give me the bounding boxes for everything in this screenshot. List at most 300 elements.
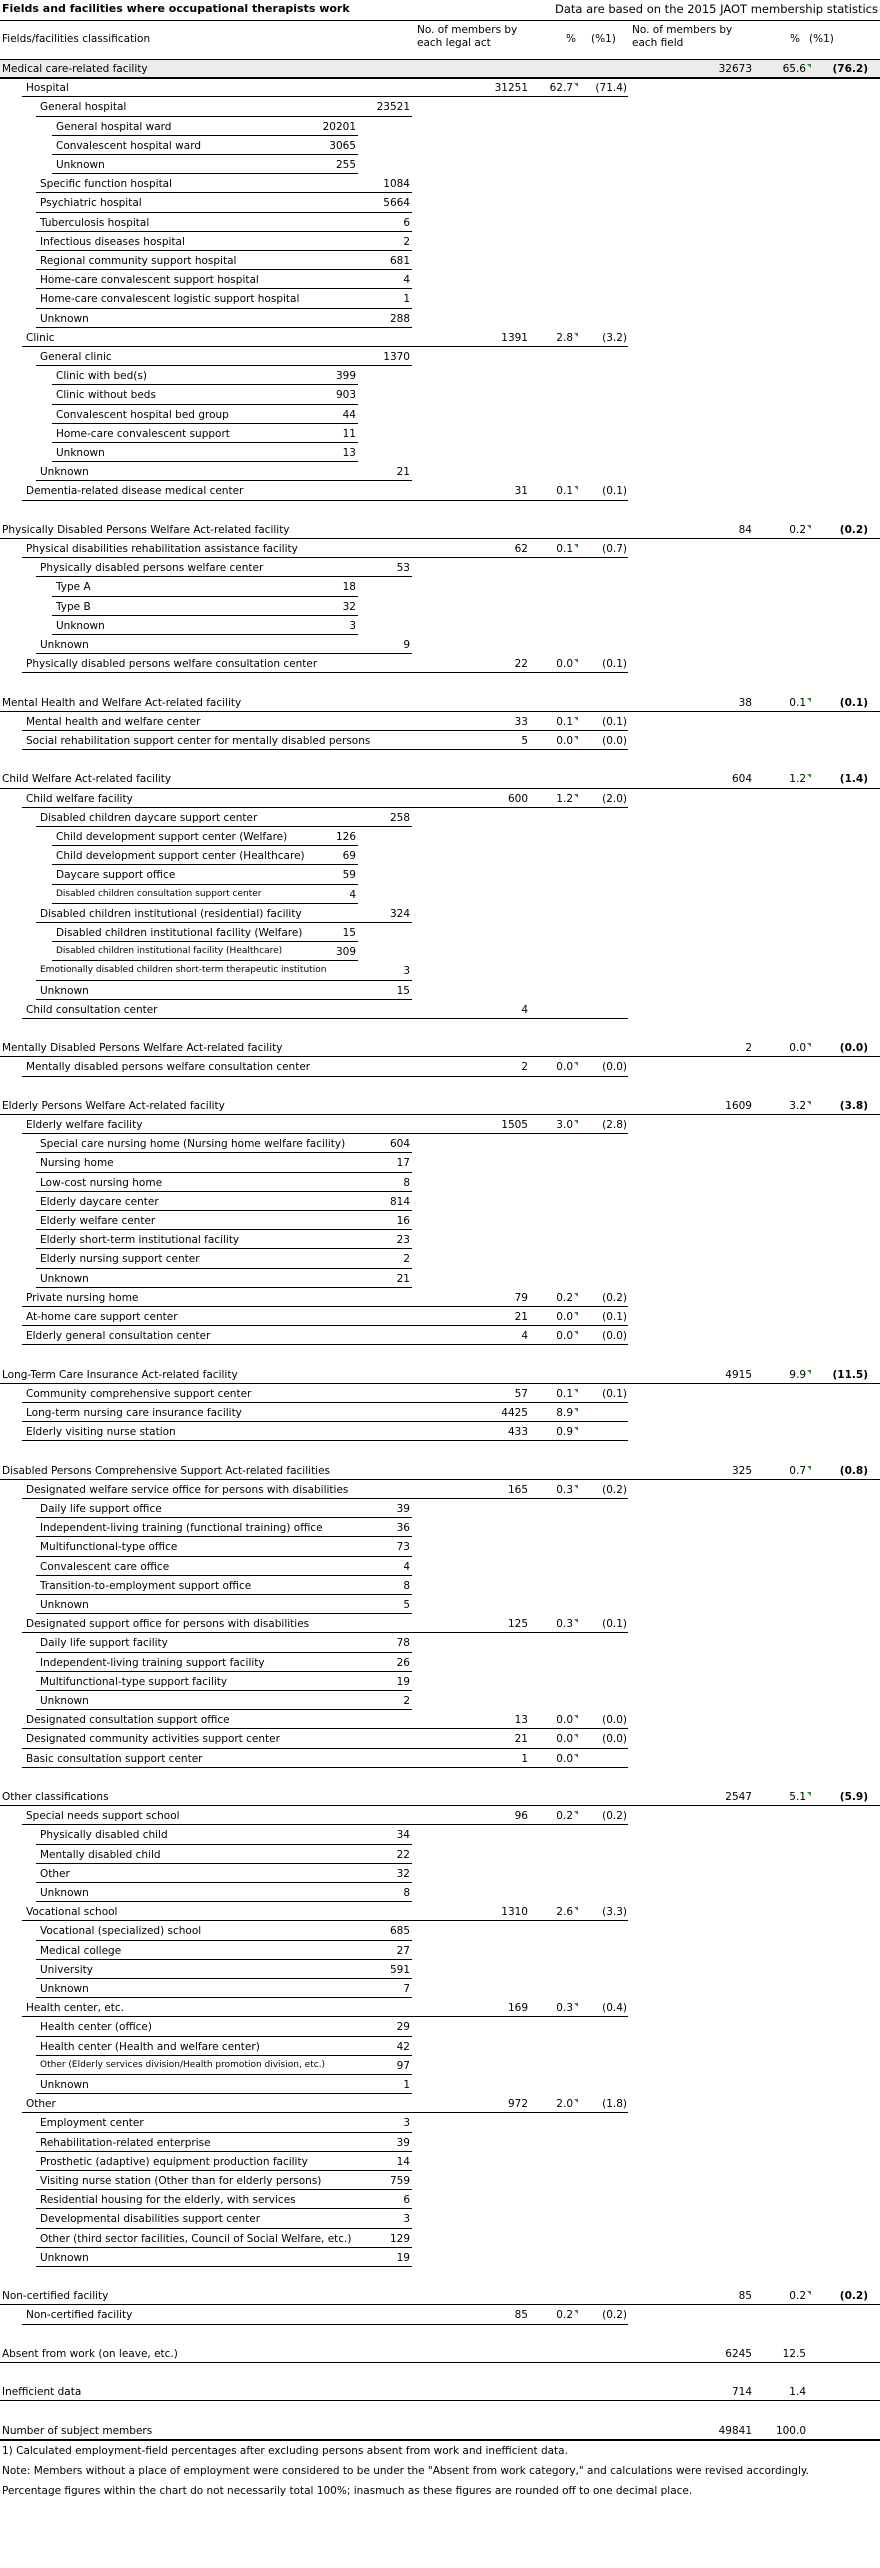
footnote: Note: Members without a place of employment were considered to be under the "Absent from work category," and calculations were revised accordingly. [2, 2464, 809, 2477]
table-row [0, 194, 880, 213]
row-rule [36, 980, 412, 981]
row-label: Disabled children consultation support center [56, 888, 262, 899]
row-rule [36, 1652, 412, 1653]
table-row [0, 1558, 880, 1577]
count-level2: 29 [396, 2021, 410, 2034]
pct-excluded-legal-act: (0.1) [602, 1618, 627, 1631]
pct-excluded-legal-act: (71.4) [595, 82, 627, 95]
pct-marker-icon [574, 1331, 578, 1335]
table-row [0, 482, 880, 501]
row-rule [36, 2208, 412, 2209]
count-legal-act: 96 [514, 1810, 528, 1823]
row-rule [0, 1479, 880, 1480]
table-row [0, 2383, 880, 2402]
table-row [0, 1481, 880, 1500]
count-level2: 9 [403, 639, 410, 651]
pct-excluded-legal-act: (0.0) [602, 1733, 627, 1746]
table-row [0, 1692, 880, 1711]
row-rule [22, 500, 628, 501]
row-label: Child consultation center [26, 1003, 158, 1016]
row-rule [36, 1613, 412, 1614]
row-rule [0, 538, 880, 539]
pct-excluded-legal-act: (0.0) [602, 1714, 627, 1727]
row-rule [36, 308, 412, 309]
count-level2: 97 [396, 2059, 410, 2072]
row-rule [52, 634, 358, 635]
row-rule [0, 788, 880, 789]
table-row [0, 1750, 880, 1769]
section-label: Child Welfare Act-related facility [2, 773, 172, 786]
count-legal-act: 21 [514, 1311, 528, 1323]
table-row [0, 137, 880, 156]
row-rule [36, 1210, 412, 1211]
count-level2: 26 [396, 1656, 410, 1669]
row-rule [22, 1440, 628, 1441]
count-by-field: 714 [731, 2386, 752, 2399]
count-level3: 13 [342, 447, 356, 459]
row-label: Elderly daycare center [40, 1195, 159, 1208]
pct-marker-icon [574, 1312, 578, 1316]
count-level2: 32 [396, 1867, 410, 1880]
row-rule [52, 596, 358, 597]
table-row [0, 1942, 880, 1961]
table-row [0, 1826, 880, 1845]
count-by-field: 38 [738, 696, 752, 709]
count-level2: 1370 [383, 351, 410, 363]
row-label: Community comprehensive support center [26, 1387, 252, 1400]
row-rule [22, 557, 628, 558]
col-pct1b: (%1) [591, 33, 616, 45]
row-rule [0, 1114, 880, 1115]
pct-by-field: 12.5 [782, 2347, 806, 2360]
count-by-field: 1609 [725, 1099, 752, 1112]
row-label: Basic consultation support center [26, 1752, 203, 1765]
row-rule [36, 1997, 412, 1998]
row-rule [36, 269, 412, 270]
count-legal-act: 433 [507, 1426, 528, 1439]
count-level2: 5664 [383, 197, 410, 210]
count-level3: 69 [342, 850, 356, 863]
row-rule [36, 1901, 412, 1902]
pct-marker-icon [574, 2003, 578, 2007]
pct-marker-icon [807, 1043, 811, 1047]
pct-marker-icon [574, 1120, 578, 1124]
row-rule [36, 250, 412, 251]
section-label: Disabled Persons Comprehensive Support Act-related facilities [2, 1464, 331, 1477]
row-label: Unknown [56, 447, 105, 459]
row-rule [36, 1940, 412, 1941]
row-rule [0, 2304, 880, 2305]
row-rule [36, 2170, 412, 2171]
row-rule [22, 1824, 628, 1825]
row-rule [36, 2247, 412, 2248]
table-row [0, 770, 880, 789]
table-row [0, 847, 880, 866]
count-level2: 39 [396, 2136, 410, 2149]
count-level2: 15 [396, 984, 410, 997]
section-label: Medical care-related facility [2, 63, 148, 75]
count-level2: 23521 [376, 101, 410, 114]
pct-by-field: 0.7 [789, 1464, 806, 1477]
table-row [0, 1999, 880, 2018]
count-level3: 3065 [329, 139, 356, 152]
count-level2: 53 [396, 562, 410, 575]
row-label: Designated support office for persons with disabilities [26, 1618, 310, 1631]
row-label: Mental health and welfare center [26, 715, 201, 728]
count-level2: 7 [403, 1983, 410, 1995]
row-label: Social rehabilitation support center for mentally disabled persons [26, 735, 371, 747]
row-label: Employment center [40, 2117, 144, 2130]
count-legal-act: 600 [507, 792, 528, 805]
count-level2: 814 [389, 1195, 410, 1208]
row-label: Elderly general consultation center [26, 1330, 211, 1343]
row-label: Unknown [40, 1983, 89, 1995]
row-rule [52, 173, 358, 174]
row-rule [36, 1575, 412, 1576]
row-label: Clinic without beds [56, 389, 156, 402]
pct-marker-icon [574, 2310, 578, 2314]
data-source-note: Data are based on the 2015 JAOT membership statistics [554, 2, 878, 16]
count-level3: 255 [335, 159, 356, 171]
row-label: University [40, 1963, 93, 1976]
row-rule [52, 903, 358, 904]
count-legal-act: 79 [514, 1291, 528, 1304]
table-row [0, 1212, 880, 1231]
count-level2: 39 [396, 1503, 410, 1515]
row-rule [22, 1920, 628, 1921]
pct-legal-act: 0.0 [556, 658, 573, 671]
row-rule [52, 442, 358, 443]
row-rule [36, 1268, 412, 1269]
count-level3: 15 [342, 927, 356, 939]
row-label: Other (Elderly services division/Health promotion division, etc.) [40, 2059, 326, 2070]
pct-excluded-legal-act: (0.0) [602, 1061, 627, 1074]
table-row [0, 1846, 880, 1865]
table-row [0, 233, 880, 252]
row-label: Other [40, 1867, 70, 1880]
table-row [0, 617, 880, 636]
pct-excluded-legal-act: (0.1) [602, 1311, 627, 1323]
count-legal-act: 125 [507, 1618, 528, 1631]
table-row [0, 214, 880, 233]
table-row [0, 1980, 880, 1999]
row-label: Prosthetic (adaptive) equipment production facility [40, 2155, 308, 2168]
section-label: Inefficient data [2, 2386, 82, 2399]
row-label: Convalescent care office [40, 1560, 170, 1573]
pct-marker-icon [574, 736, 578, 740]
table-row [0, 1865, 880, 1884]
table-row [0, 1884, 880, 1903]
row-rule [36, 327, 412, 328]
pct-marker-icon [807, 1466, 811, 1470]
row-label: Health center (office) [40, 2021, 152, 2034]
count-level2: 3 [403, 2213, 410, 2226]
pct-excluded-by-field: (11.5) [832, 1368, 868, 1381]
count-legal-act: 4 [521, 1330, 528, 1343]
table-row [0, 2095, 880, 2114]
table-row [0, 1250, 880, 1269]
section-label: Other classifications [2, 1791, 109, 1803]
pct-excluded-legal-act: (0.2) [602, 1810, 627, 1823]
count-level2: 2 [403, 1695, 410, 1707]
table-row [0, 1711, 880, 1730]
count-by-field: 604 [731, 773, 752, 786]
count-level3: 44 [342, 408, 356, 421]
table-row [0, 1577, 880, 1596]
pct-marker-icon [807, 64, 811, 68]
pct-legal-act: 0.1 [556, 715, 573, 728]
count-level2: 258 [389, 811, 410, 824]
table-row [0, 2345, 880, 2364]
table-row [0, 598, 880, 617]
pct-excluded-legal-act: (0.7) [602, 543, 627, 555]
footnote: 1) Calculated employment-field percentages after excluding persons absent from work and inefficient data. [2, 2444, 568, 2457]
table-row [0, 1500, 880, 1519]
table-row [0, 1462, 880, 1481]
row-label: Health center (Health and welfare center) [40, 2040, 260, 2053]
count-level2: 42 [396, 2040, 410, 2053]
row-label: Elderly short-term institutional facility [40, 1234, 240, 1247]
row-rule [36, 231, 412, 232]
table-row [0, 1961, 880, 1980]
table-row [0, 463, 880, 482]
count-legal-act: 5 [521, 735, 528, 747]
table-row [0, 2210, 880, 2229]
pct-marker-icon [807, 2291, 811, 2295]
row-label: Regional community support hospital [40, 255, 237, 267]
row-rule [22, 1325, 628, 1326]
row-label: Transition-to-employment support office [40, 1579, 252, 1592]
row-rule [36, 365, 412, 366]
pct-marker-icon [574, 1427, 578, 1431]
pct-excluded-by-field: (0.1) [839, 696, 868, 709]
row-rule [52, 404, 358, 405]
row-label: Unknown [40, 1272, 89, 1285]
row-label: Multifunctional-type office [40, 1541, 178, 1554]
count-level2: 685 [389, 1925, 410, 1938]
row-label: Disabled children institutional facility (Healthcare) [56, 946, 283, 957]
row-label: Dementia-related disease medical center [26, 485, 244, 498]
count-level2: 23 [396, 1234, 410, 1247]
table-row [0, 1039, 880, 1058]
count-level3: 399 [335, 370, 356, 383]
count-legal-act: 13 [514, 1714, 528, 1727]
pct-marker-icon [574, 544, 578, 548]
pct-by-field: 0.1 [789, 696, 806, 709]
pct-legal-act: 0.0 [556, 1311, 573, 1323]
row-rule [36, 576, 412, 577]
count-by-field: 4915 [725, 1368, 752, 1381]
table-row [0, 636, 880, 655]
pct-by-field: 65.6 [782, 63, 806, 75]
row-rule [36, 116, 412, 117]
page-header [0, 0, 880, 20]
table-row [0, 1001, 880, 1020]
row-rule [52, 423, 358, 424]
pct-marker-icon [574, 1907, 578, 1911]
table-row [0, 367, 880, 386]
row-rule [36, 922, 412, 923]
table-row [0, 790, 880, 809]
pct-excluded-by-field: (0.2) [839, 2290, 868, 2303]
row-label: Clinic [26, 331, 55, 344]
pct-excluded-by-field: (0.2) [839, 523, 868, 536]
table-row [0, 540, 880, 559]
row-label: General clinic [40, 351, 112, 363]
row-label: Disabled children institutional facility (Welfare) [56, 927, 303, 939]
table-row [0, 1308, 880, 1327]
row-label: Emotionally disabled children short-term therapeutic institution [40, 965, 327, 976]
row-label: Unknown [40, 466, 89, 479]
count-level2: 73 [396, 1541, 410, 1554]
row-rule [36, 826, 412, 827]
table-row [0, 655, 880, 674]
pct-marker-icon [574, 1293, 578, 1297]
row-rule [0, 1805, 880, 1806]
row-label: Independent-living training support facility [40, 1656, 265, 1669]
row-label: Unknown [56, 159, 105, 171]
count-level2: 4 [403, 274, 410, 287]
row-rule [22, 807, 628, 808]
count-level2: 2 [403, 1253, 410, 1266]
count-level2: 16 [396, 1215, 410, 1227]
row-label: Vocational (specialized) school [40, 1925, 202, 1938]
table-row [0, 1673, 880, 1692]
row-rule [36, 1959, 412, 1960]
row-rule [36, 1152, 412, 1153]
table-row [0, 2018, 880, 2037]
row-rule [36, 2189, 412, 2190]
row-label: Unknown [40, 2079, 89, 2091]
count-level2: 604 [389, 1138, 410, 1151]
count-legal-act: 4425 [501, 1407, 528, 1419]
count-legal-act: 169 [507, 2002, 528, 2015]
section-label: Mental Health and Welfare Act-related facility [2, 696, 242, 709]
count-level2: 2 [403, 235, 410, 248]
table-row [0, 348, 880, 367]
pct-excluded-legal-act: (3.3) [602, 1906, 627, 1919]
row-rule [52, 384, 358, 385]
row-label: Home-care convalescent support hospital [40, 274, 259, 287]
row-rule [36, 288, 412, 289]
count-level3: 3 [349, 619, 356, 632]
row-rule [22, 2324, 628, 2325]
row-label: Unknown [56, 619, 105, 632]
row-label: Hospital [26, 82, 69, 95]
table-row [0, 2134, 880, 2153]
pct-by-field: 9.9 [789, 1368, 806, 1381]
table-row [0, 79, 880, 98]
table-row [0, 2191, 880, 2210]
pct-excluded-legal-act: (0.0) [602, 735, 627, 747]
row-label: Designated community activities support center [26, 1733, 280, 1746]
count-by-field: 6245 [725, 2347, 752, 2360]
pct-legal-act: 0.0 [556, 735, 573, 747]
pct-excluded-by-field: (0.8) [839, 1464, 868, 1477]
count-legal-act: 57 [514, 1387, 528, 1400]
row-label: Type A [56, 581, 91, 594]
row-label: General hospital ward [56, 120, 172, 133]
pct-legal-act: 3.0 [556, 1119, 573, 1131]
count-level2: 8 [403, 1579, 410, 1592]
pct-marker-icon [574, 1811, 578, 1815]
row-rule [22, 1306, 628, 1307]
row-rule [36, 1517, 412, 1518]
table-row [0, 118, 880, 137]
row-label: Daily life support office [40, 1503, 162, 1515]
row-label: Designated consultation support office [26, 1714, 230, 1727]
table-row [0, 290, 880, 309]
section-label: Physically Disabled Persons Welfare Act-related facility [2, 523, 290, 536]
row-rule [36, 1709, 412, 1710]
table-row [0, 1174, 880, 1193]
row-label: Low-cost nursing home [40, 1176, 163, 1189]
pct-marker-icon [574, 1485, 578, 1489]
table-row [0, 732, 880, 751]
row-label: Unknown [40, 1887, 89, 1899]
pct-legal-act: 2.6 [556, 1906, 573, 1919]
table-row [0, 521, 880, 540]
count-by-field: 84 [738, 523, 752, 536]
table-row [0, 559, 880, 578]
row-label: Specific function hospital [40, 178, 173, 191]
table-row [0, 1634, 880, 1653]
table-row [0, 1788, 880, 1807]
row-label: Unknown [40, 1599, 89, 1611]
pct-marker-icon [807, 774, 811, 778]
col-by-legal-act: No. of members by each legal act [417, 24, 518, 49]
count-level2: 14 [396, 2155, 410, 2168]
row-rule [22, 1018, 628, 1019]
row-rule [36, 653, 412, 654]
count-level2: 8 [403, 1887, 410, 1899]
row-rule [0, 1383, 880, 1384]
table-row [0, 252, 880, 271]
row-label: Developmental disabilities support center [40, 2213, 261, 2226]
pct-legal-act: 0.2 [556, 1810, 573, 1823]
count-level2: 5 [403, 1599, 410, 1611]
section-label: Absent from work (on leave, etc.) [2, 2347, 178, 2360]
row-label: Home-care convalescent logistic support hospital [40, 293, 300, 306]
pct-excluded-legal-act: (0.1) [602, 1387, 627, 1400]
pct-excluded-legal-act: (0.1) [602, 658, 627, 671]
row-label: Special needs support school [26, 1810, 180, 1823]
row-rule [36, 1556, 412, 1557]
pct-excluded-by-field: (1.4) [839, 773, 868, 786]
pct-marker-icon [807, 1101, 811, 1105]
col-classification: Fields/facilities classification [2, 33, 151, 45]
row-label: Residential housing for the elderly, with services [40, 2194, 296, 2207]
pct-legal-act: 0.0 [556, 1752, 573, 1765]
row-label: Mentally disabled child [40, 1848, 161, 1861]
row-label: Child welfare facility [26, 792, 133, 805]
table-row [0, 866, 880, 885]
pct-marker-icon [574, 333, 578, 337]
table-row [0, 1385, 880, 1404]
count-level3: 126 [335, 831, 356, 843]
pct-by-field: 0.2 [789, 523, 806, 536]
count-level2: 17 [396, 1157, 410, 1170]
table-row [0, 1154, 880, 1173]
pct-legal-act: 0.0 [556, 1733, 573, 1746]
table-row [0, 713, 880, 732]
pct-excluded-legal-act: (0.4) [602, 2002, 627, 2015]
table-row [0, 962, 880, 981]
table-row [0, 2230, 880, 2249]
table-row [0, 425, 880, 444]
pct-legal-act: 1.2 [556, 792, 573, 805]
row-rule [36, 212, 412, 213]
